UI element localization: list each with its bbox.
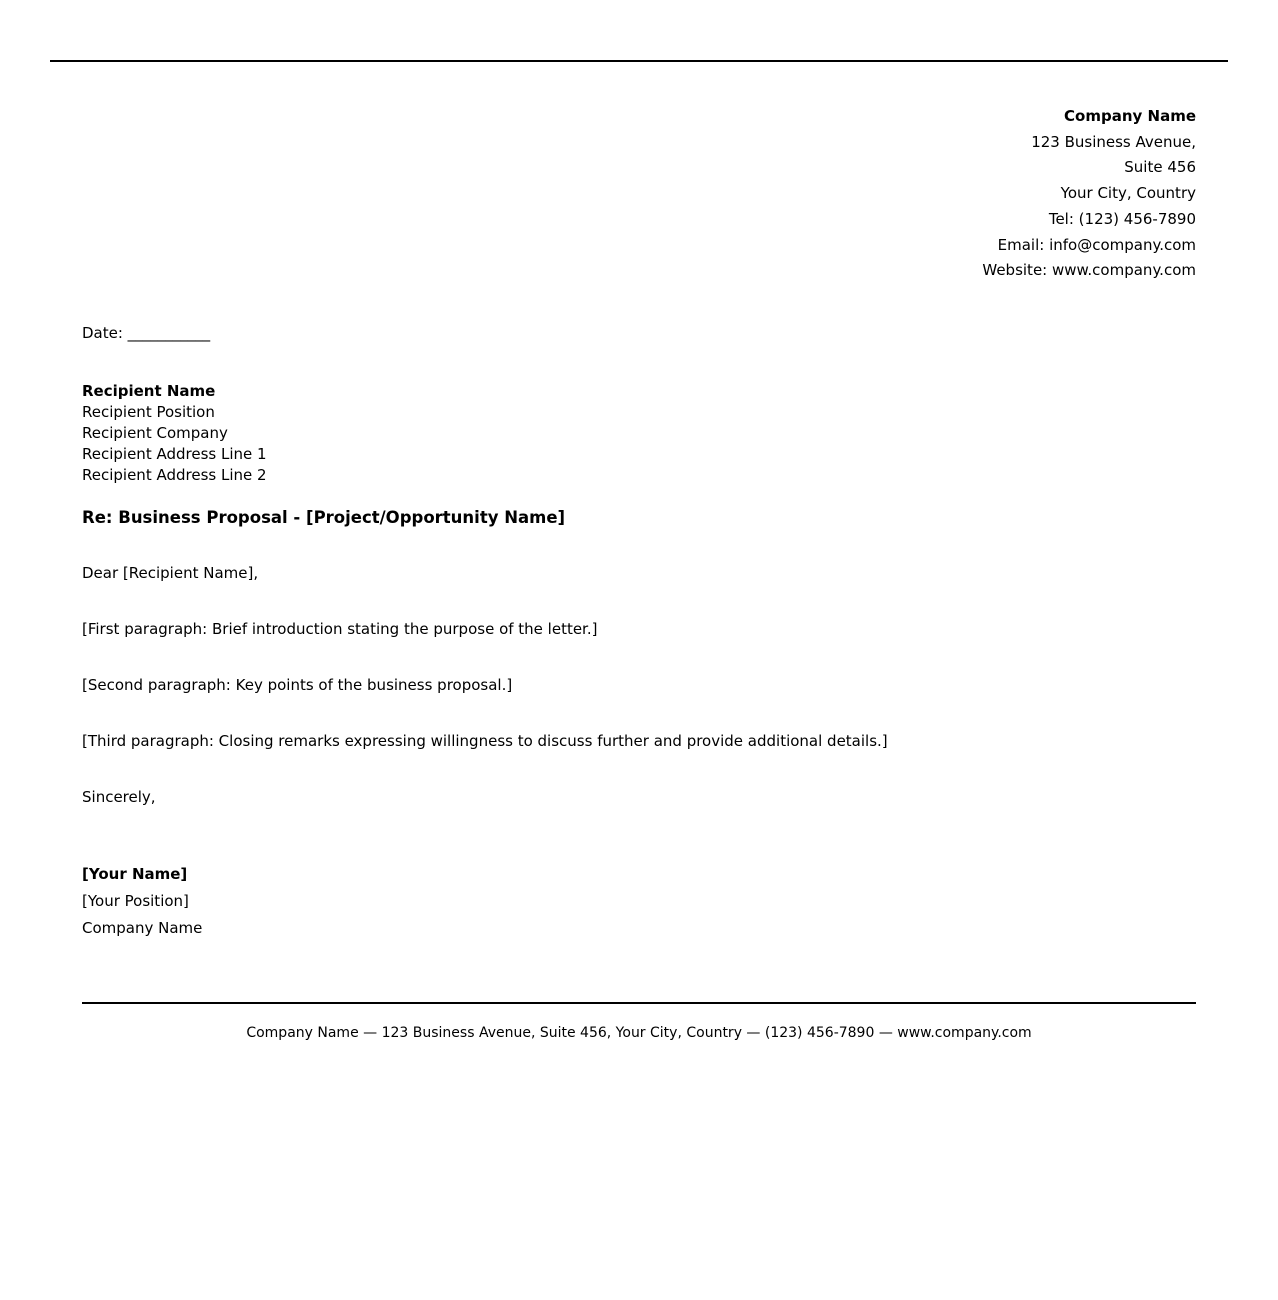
recipient-address-line1: Recipient Address Line 1 (82, 445, 267, 463)
signature-block (82, 861, 1196, 942)
paragraph-2: [Second paragraph: Key points of the business proposal.] (82, 676, 513, 694)
company-website: Website: www.company.com (982, 261, 1196, 280)
company-address-line2: Suite 456 (1124, 158, 1196, 177)
recipient-block (82, 381, 1196, 486)
top-divider (50, 60, 1228, 62)
recipient-company: Recipient Company (82, 424, 228, 442)
recipient-address-line2: Recipient Address Line 2 (82, 466, 267, 484)
footer: Company Name — 123 Business Avenue, Suite 456, Your City, Country — (123) 456-7890 — www.company.com (246, 1025, 1032, 1041)
company-address-line1: 123 Business Avenue, (1031, 132, 1196, 151)
closing: Sincerely, (82, 788, 156, 806)
signer-company: Company Name (82, 919, 203, 937)
footer-divider (82, 1002, 1196, 1004)
signer-position: [Your Position] (82, 892, 189, 910)
paragraph-1: [First paragraph: Brief introduction stating the purpose of the letter.] (82, 620, 598, 638)
signer-name: [Your Name] (82, 865, 188, 883)
letter-body (82, 322, 1196, 942)
paragraph-3: [Third paragraph: Closing remarks expressing willingness to discuss further and provide additional details.] (82, 732, 888, 750)
company-email: Email: info@company.com (997, 235, 1196, 254)
recipient-position: Recipient Position (82, 403, 215, 421)
company-tel: Tel: (123) 456-7890 (1048, 209, 1196, 228)
recipient-name: Recipient Name (82, 382, 216, 400)
letterhead (982, 104, 1196, 284)
salutation: Dear [Recipient Name], (82, 564, 259, 582)
date-line: Date: ___________ (82, 324, 211, 342)
company-name: Company Name (1064, 107, 1196, 125)
company-city-country: Your City, Country (1060, 184, 1196, 203)
subject-line: Re: Business Proposal - [Project/Opportunity Name] (82, 508, 566, 527)
